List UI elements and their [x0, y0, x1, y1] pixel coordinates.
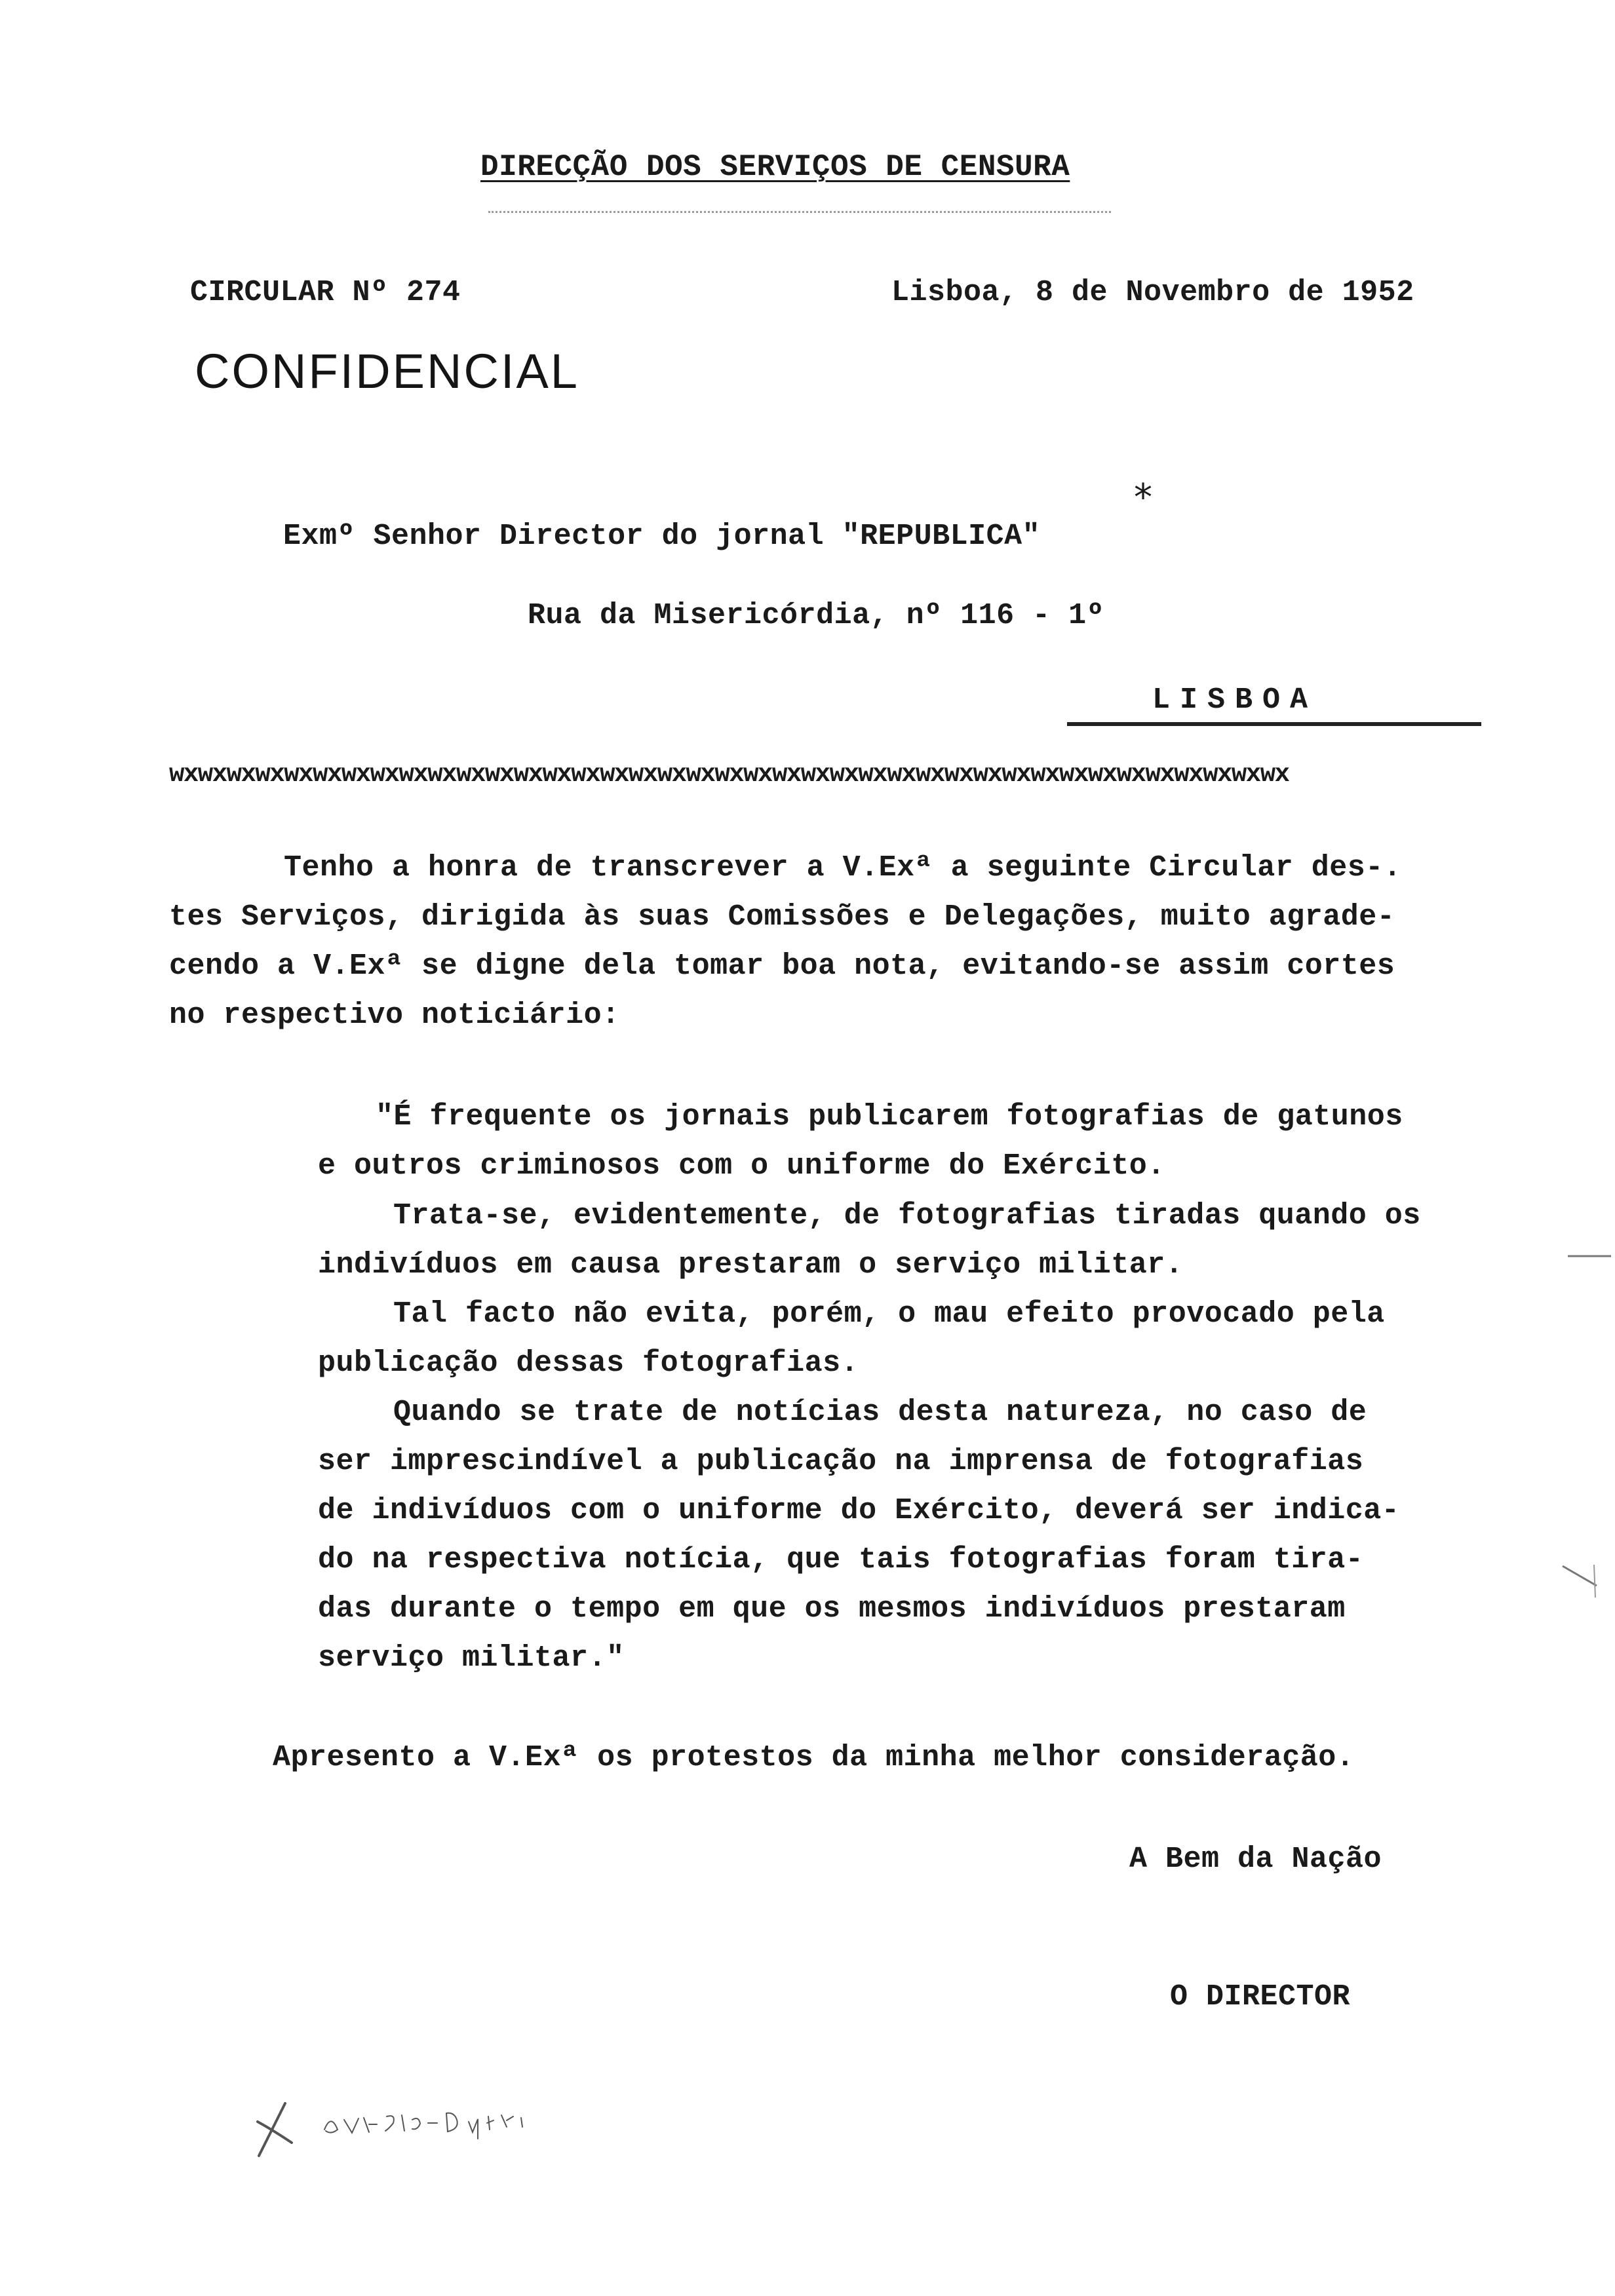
quote-line: ser imprescindível a publicação na imprensa de fotografias: [318, 1445, 1364, 1478]
quote-line: Quando se trate de notícias desta natureza, no caso de: [393, 1396, 1367, 1429]
intro-line: Tenho a honra de transcrever a V.Exª a seguinte Circular des-.: [284, 851, 1402, 885]
place-date: Lisboa, 8 de Novembro de 1952: [891, 276, 1414, 309]
letter-heading: DIRECÇÃO DOS SERVIÇOS DE CENSURA: [480, 150, 1070, 184]
quote-line: Tal facto não evita, porém, o mau efeito provocado pela: [393, 1297, 1385, 1331]
addressee-line-2: Rua da Misericórdia, nº 116 - 1º: [528, 599, 1105, 632]
intro-line: no respectivo noticiário:: [169, 999, 620, 1032]
quote-line: das durante o tempo em que os mesmos indivíduos prestaram: [318, 1592, 1346, 1626]
addressee-line-1: Exmº Senhor Director do jornal "REPUBLICA": [283, 520, 1041, 553]
separator-line: wxwxwxwxwxwxwxwxwxwxwxwxwxwxwxwxwxwxwxwxwxwxwxwxwxwxwxwxwxwxwxwxwxwxwxwxwxwxwx: [169, 760, 1289, 789]
intro-line: cendo a V.Exª se digne dela tomar boa nota, evitando-se assim cortes: [169, 949, 1395, 983]
handwritten-note: [252, 2084, 619, 2169]
signature-title: O DIRECTOR: [1170, 1980, 1351, 2014]
heading-dotted-rule: [488, 211, 1111, 213]
circular-number: CIRCULAR Nº 274: [190, 276, 461, 309]
addressee-city: LISBOA: [1152, 683, 1318, 717]
quote-line: publicação dessas fotografias.: [318, 1347, 859, 1380]
quote-line: serviço militar.": [318, 1641, 625, 1675]
salutation: A Bem da Nação: [1129, 1843, 1382, 1876]
quote-line: do na respectiva notícia, que tais fotografias foram tira-: [318, 1543, 1364, 1577]
quote-line: "É frequente os jornais publicarem fotografias de gatunos: [376, 1100, 1403, 1134]
quote-line: de indivíduos com o uniforme do Exército, deverá ser indica-: [318, 1494, 1400, 1527]
city-underline-bar: [1067, 722, 1481, 726]
margin-tick-mark: [1560, 1559, 1599, 1599]
quote-line: Trata-se, evidentemente, de fotografias tiradas quando os: [393, 1199, 1421, 1233]
classification-stamp: CONFIDENCIAL: [195, 344, 579, 398]
intro-line: tes Serviços, dirigida às suas Comissões e Delegações, muito agrade-: [169, 900, 1395, 934]
asterisk-annotation-icon: *: [1134, 476, 1153, 519]
closing-line: Apresento a V.Exª os protestos da minha melhor consideração.: [273, 1741, 1355, 1774]
quote-line: e outros criminosos com o uniforme do Exército.: [318, 1149, 1165, 1183]
quote-line: indivíduos em causa prestaram o serviço militar.: [318, 1248, 1184, 1282]
margin-dash-mark: [1566, 1253, 1612, 1259]
